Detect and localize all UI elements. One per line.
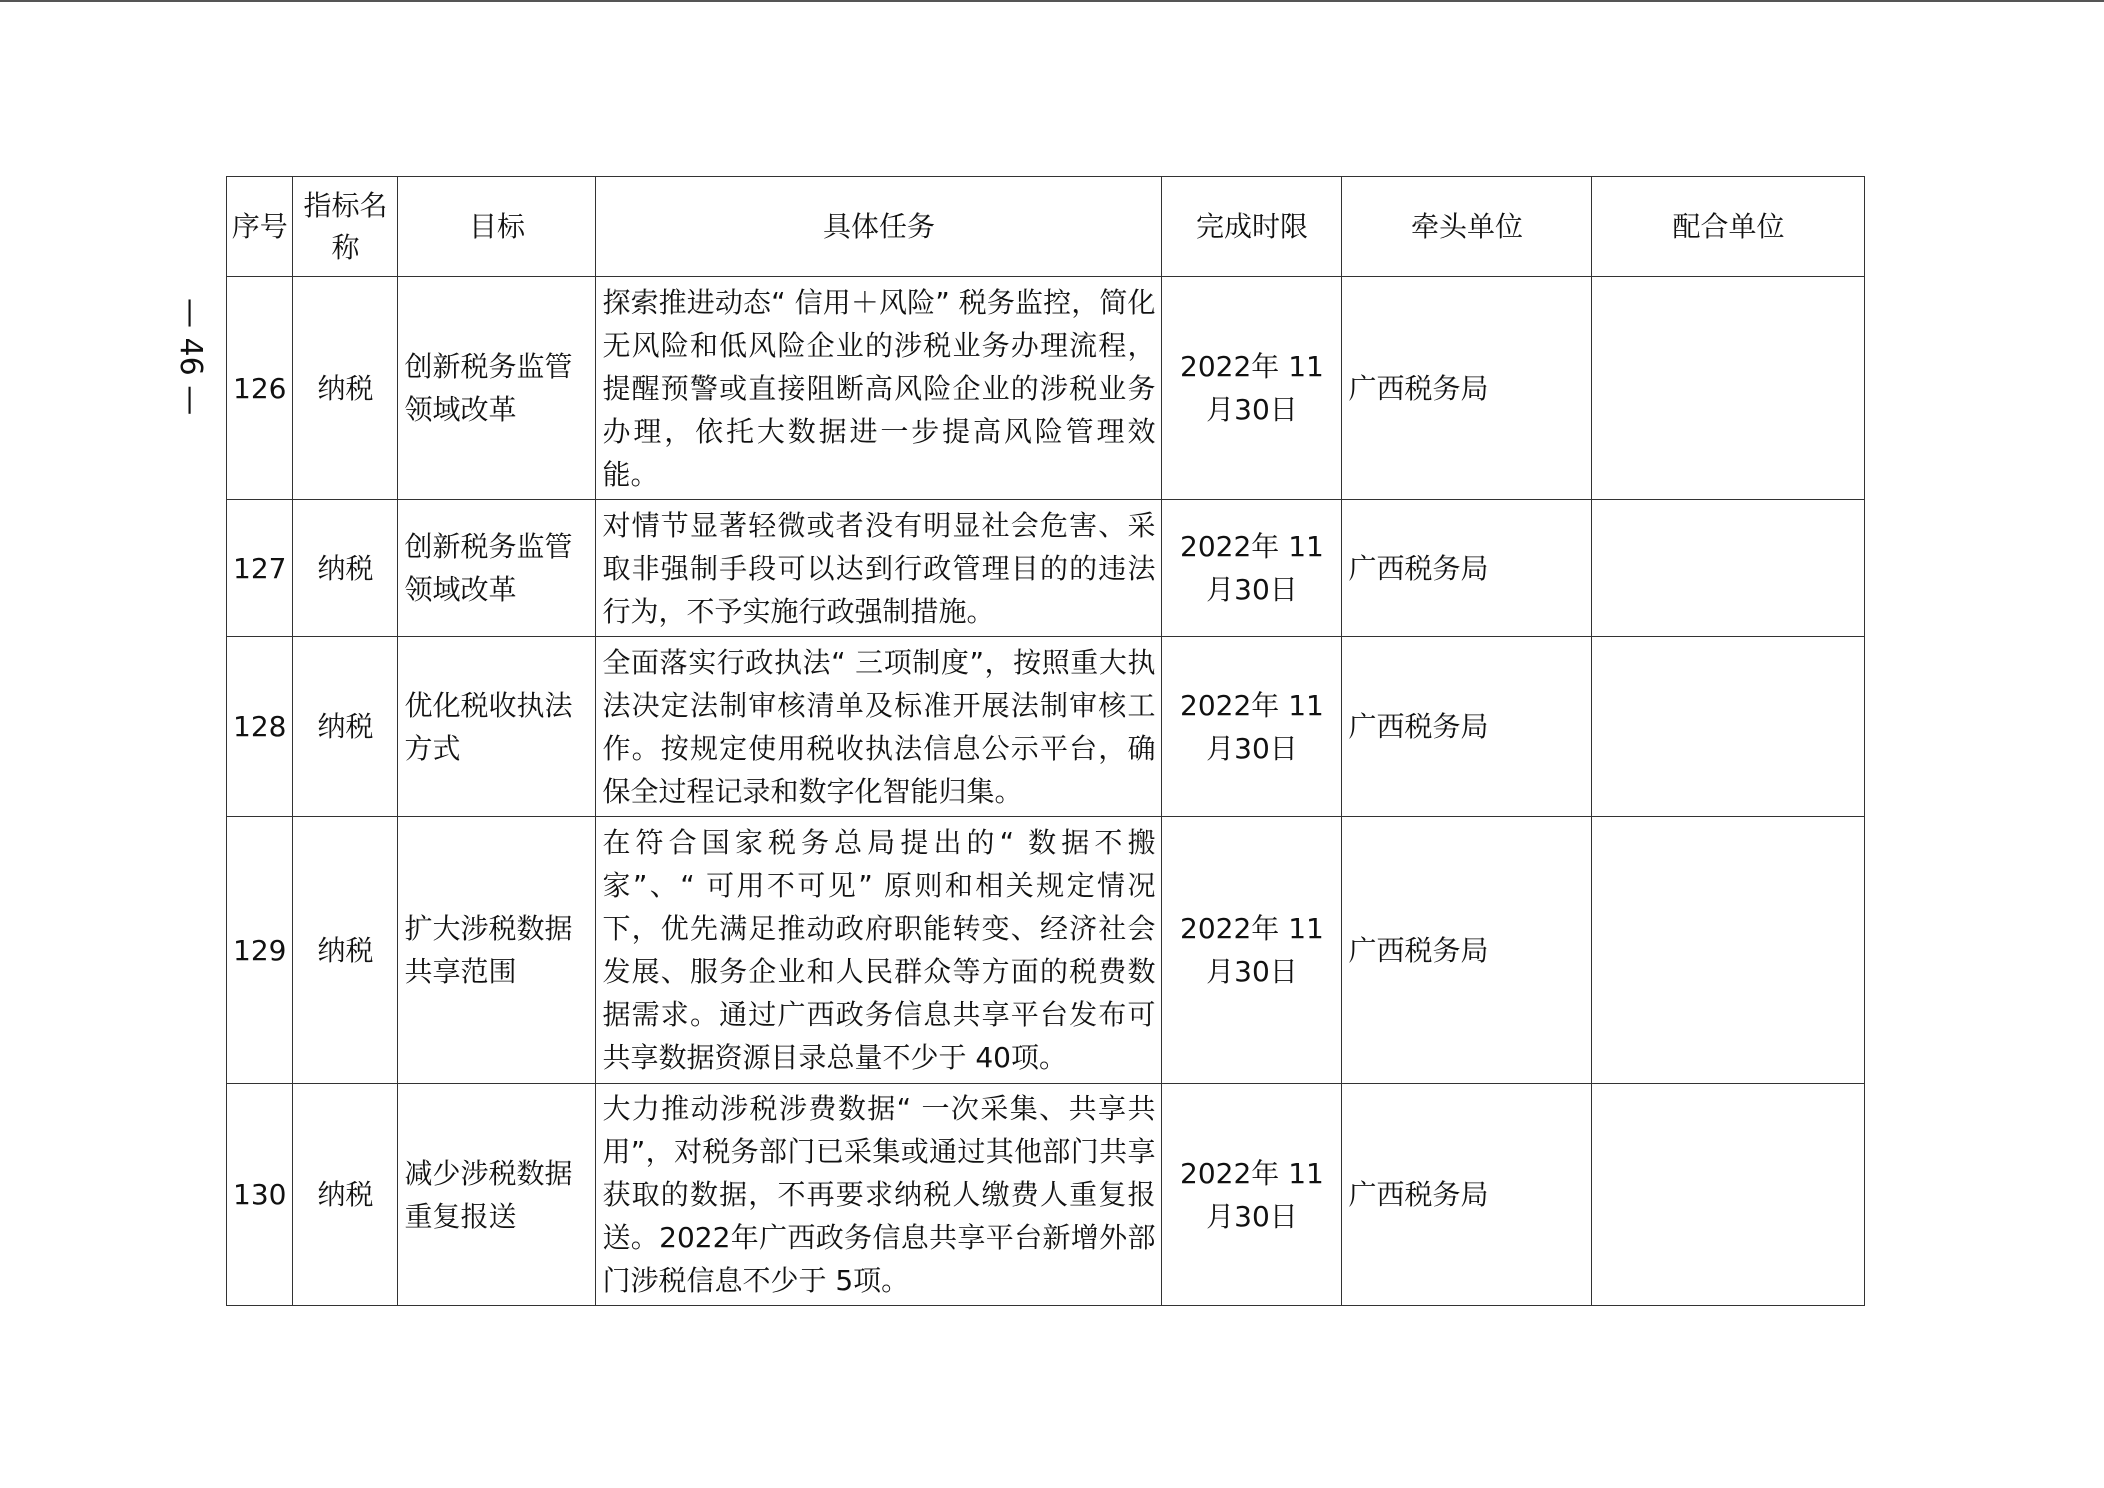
row-goal: 创新税务监管领域改革 [398,277,596,500]
table-row [227,500,1865,637]
row-goal: 优化税收执法方式 [398,637,596,817]
row-deadline: 2022年 11月30日 [1162,500,1342,637]
row-coop-unit [1592,1084,1865,1306]
header-task: 具体任务 [596,177,1162,277]
row-number: 128 [227,637,293,817]
row-indicator: 纳税 [293,500,398,637]
header-coop: 配合单位 [1592,177,1865,277]
header-goal: 目标 [398,177,596,277]
row-deadline: 2022年 11月30日 [1162,1084,1342,1306]
row-goal: 创新税务监管领域改革 [398,500,596,637]
table-row [227,277,1865,500]
row-number: 130 [227,1084,293,1306]
row-task: 对情节显著轻微或者没有明显社会危害、采取非强制手段可以达到行政管理目的的违法行为，不予实施行政强制措施。 [596,500,1162,637]
row-number: 129 [227,817,293,1084]
header-deadline: 完成时限 [1162,177,1342,277]
header-no: 序号 [227,177,293,277]
row-task: 全面落实行政执法“ 三项制度”，按照重大执法决定法制审核清单及标准开展法制审核工作。按规定使用税收执法信息公示平台，确保全过程记录和数字化智能归集。 [596,637,1162,817]
row-deadline: 2022年 11月30日 [1162,277,1342,500]
row-lead-unit: 广西税务局 [1342,637,1592,817]
row-lead-unit: 广西税务局 [1342,1084,1592,1306]
row-indicator: 纳税 [293,1084,398,1306]
row-number: 127 [227,500,293,637]
top-border-line [0,0,2104,2]
row-coop-unit [1592,817,1865,1084]
row-deadline: 2022年 11月30日 [1162,817,1342,1084]
row-task: 大力推动涉税涉费数据“ 一次采集、共享共用”，对税务部门已采集或通过其他部门共享获取的数据，不再要求纳税人缴费人重复报送。2022年广西政务信息共享平台新增外部门涉税信息不少于 5项。 [596,1084,1162,1306]
row-coop-unit [1592,277,1865,500]
row-task: 在符合国家税务总局提出的“ 数据不搬家”、“ 可用不可见” 原则和相关规定情况下，优先满足推动政府职能转变、经济社会发展、服务企业和人民群众等方面的税费数据需求。通过广西政务信息共享平台发布可共享数据资源目录总量不少于 40项。 [596,817,1162,1084]
row-coop-unit [1592,500,1865,637]
row-lead-unit: 广西税务局 [1342,817,1592,1084]
table-row [227,1084,1865,1306]
row-goal: 减少涉税数据重复报送 [398,1084,596,1306]
table-row [227,637,1865,817]
row-deadline: 2022年 11月30日 [1162,637,1342,817]
header-row [227,177,1865,277]
header-indicator: 指标名称 [293,177,398,277]
row-coop-unit [1592,637,1865,817]
row-lead-unit: 广西税务局 [1342,277,1592,500]
task-table [226,176,1865,1306]
header-lead: 牵头单位 [1342,177,1592,277]
row-goal: 扩大涉税数据共享范围 [398,817,596,1084]
page-number: — 46 — [173,298,208,416]
row-task: 探索推进动态“ 信用＋风险” 税务监控，简化无风险和低风险企业的涉税业务办理流程，提醒预警或直接阻断高风险企业的涉税业务办理，依托大数据进一步提高风险管理效能。 [596,277,1162,500]
row-indicator: 纳税 [293,817,398,1084]
row-indicator: 纳税 [293,277,398,500]
row-indicator: 纳税 [293,637,398,817]
row-number: 126 [227,277,293,500]
row-lead-unit: 广西税务局 [1342,500,1592,637]
table-row [227,817,1865,1084]
